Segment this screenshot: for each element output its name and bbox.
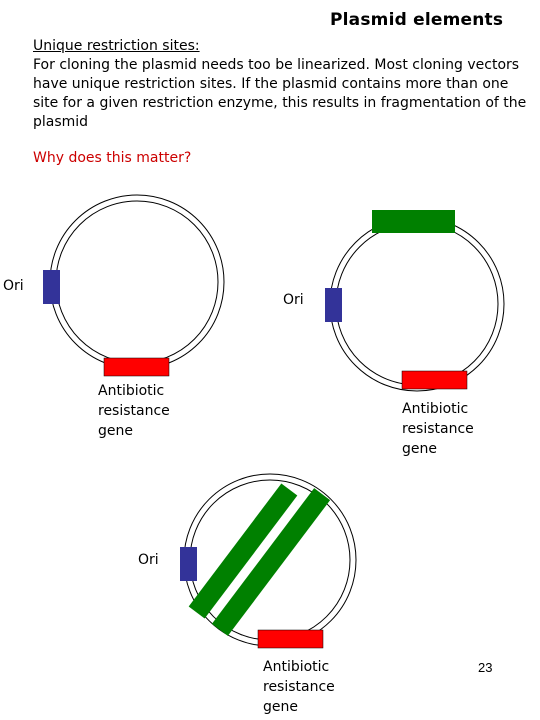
plasmid-1-ori-label: Ori — [3, 278, 24, 294]
plasmid-1-ring-outer — [50, 195, 224, 369]
plasmid-3-ori-box — [180, 547, 197, 581]
plasmid-2-resistance-line-1: Antibiotic — [402, 401, 469, 417]
plasmid-2-resistance-box — [402, 371, 467, 389]
body-paragraph: For cloning the plasmid needs too be linearized. Most cloning vectors have unique restriction sites. If the plasmid contains more than one site for a given restriction enzyme, this results in fragmentation of the plasmid — [33, 57, 527, 130]
plasmid-1 — [43, 195, 224, 376]
page-number: 23 — [478, 660, 493, 675]
plasmid-3-resistance-line-1: Antibiotic — [263, 659, 330, 675]
plasmid-2-resistance-line-2: resistance — [402, 421, 474, 437]
plasmid-2-resistance-line-3: gene — [402, 441, 437, 457]
plasmid-3-ori-label: Ori — [138, 552, 159, 568]
plasmid-1-resistance-line-2: resistance — [98, 403, 170, 419]
plasmid-3 — [180, 474, 356, 648]
plasmid-2-resistance-label — [402, 399, 474, 459]
plasmid-1-resistance-line-3: gene — [98, 423, 133, 439]
section-subheading: Unique restriction sites: — [33, 38, 200, 54]
plasmid-2-ring-inner — [336, 223, 498, 385]
plasmid-2-ori-label: Ori — [283, 292, 304, 308]
plasmid-1-resistance-label — [98, 381, 170, 441]
question-text: Why does this matter? — [33, 150, 192, 166]
plasmid-1-ring-inner — [56, 201, 218, 363]
plasmid-1-resistance-box — [104, 358, 169, 376]
plasmid-2-insert-box — [372, 210, 455, 233]
slide-title: Plasmid elements — [330, 10, 504, 30]
plasmid-1-resistance-line-1: Antibiotic — [98, 383, 165, 399]
plasmid-2 — [325, 210, 504, 391]
plasmid-3-resistance-box — [258, 630, 323, 648]
plasmid-1-ori-box — [43, 270, 60, 304]
plasmid-3-resistance-line-3: gene — [263, 699, 298, 715]
plasmid-2-ring-outer — [330, 217, 504, 391]
plasmid-3-resistance-line-2: resistance — [263, 679, 335, 695]
plasmid-3-resistance-label — [263, 657, 335, 717]
plasmid-2-ori-box — [325, 288, 342, 322]
